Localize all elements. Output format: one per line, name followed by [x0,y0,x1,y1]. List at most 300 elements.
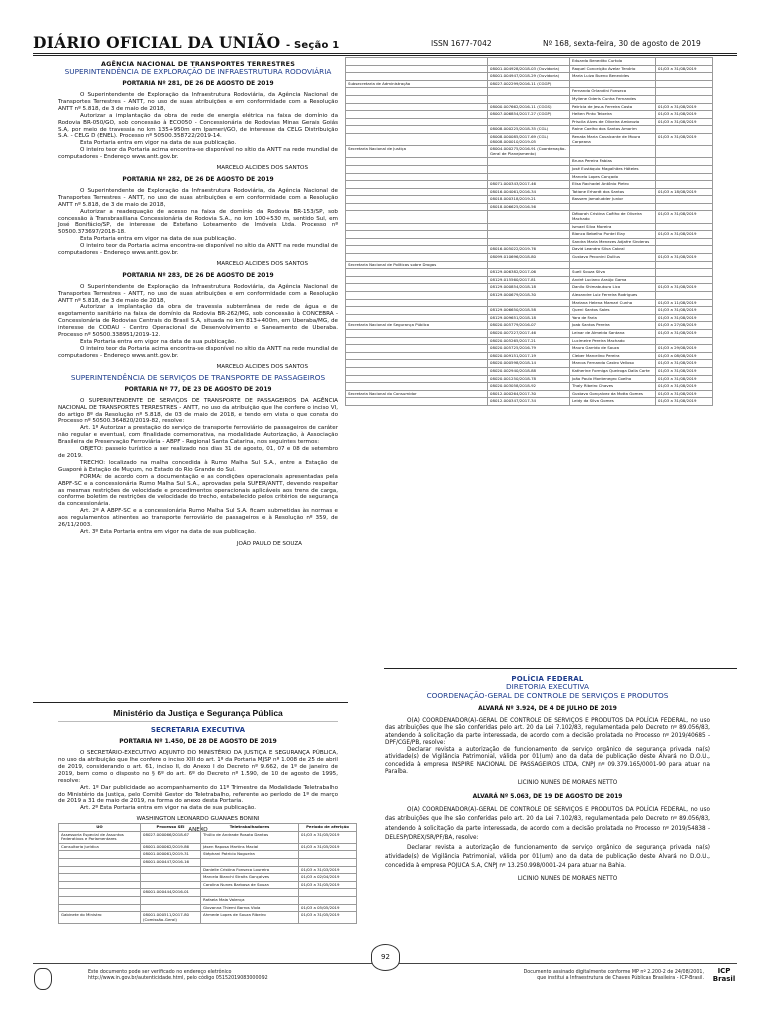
annex-process-cell [141,881,201,889]
unit-cell [346,352,488,360]
unit-cell: Secretaria Nacional de Segurança Pública [346,322,488,330]
table-row [346,314,713,322]
period-cell: 01/03 a 31/08/2019 [656,118,713,126]
worker-cell: Maura Garrido de Souza [570,345,656,353]
unit-cell [346,329,488,337]
unit-cell [346,246,488,254]
unit-cell [346,95,488,103]
process-cell: 08099.010696/2018-80 [488,254,570,262]
table-row [346,390,713,398]
period-cell [656,261,713,269]
period-cell [656,95,713,103]
period-cell [656,158,713,166]
process-cell [488,223,570,231]
table-row [346,196,713,204]
portaria-signature: MARCELO ALCIDES DOS SANTOS [216,260,308,267]
worker-cell: Sandra Maria Menezes Adjafre Sinderas [570,238,656,246]
annex-process-cell [141,896,201,904]
annex-row [59,881,357,889]
annex-period-cell [299,896,357,904]
process-cell: 08020.000598/2018-14 [488,360,570,368]
unit-cell: Secretaria Nacional de Políticas sobre Drogas [346,261,488,269]
annex-process-cell: 08001.000511/2017-80 (Comissão-Geral) [141,912,201,924]
period-cell: 01/03 a 31/08/2019 [656,360,713,368]
worker-cell: Joab Santos Pereira [570,322,656,330]
process-cell: 08020.007227/2017-46 [488,329,570,337]
footer-left-line2: http://www.in.gov.br/autenticidade.html, pelo código 05152019083000092 [88,976,268,981]
annex-header-workers: Teletrabalhadores [201,824,299,832]
table-row [346,158,713,166]
annex-header-process: Processo SEI [141,824,201,832]
unit-cell [346,383,488,391]
period-cell: 01/03 a 31/08/2019 [656,254,713,262]
right-section-rule [384,668,737,669]
annex-period-cell: 01/03 a 31/05/2019 [299,912,357,924]
icp-brasil-logo-icon [712,967,736,991]
annex-row [59,843,357,851]
unit-cell [346,254,488,262]
process-cell [488,238,570,246]
process-cell [488,231,570,239]
passengers-portaria-title: PORTARIA Nº 77, DE 23 DE AGOSTO DE 2019 [124,386,272,393]
period-cell [656,203,713,211]
annex-worker-cell: Carolina Nunes Barbosa de Souza [201,881,299,889]
unit-cell [346,126,488,134]
antt-agency: AGÊNCIA NACIONAL DE TRANSPORTES TERRESTRES [100,60,296,68]
period-cell [656,173,713,181]
unit-cell [346,269,488,277]
period-cell [656,292,713,300]
footer-verification [88,970,268,982]
process-cell: 08001.004928/2018-03 (Ouvidoria) [488,65,570,73]
journal-title [33,33,339,52]
page-number: 92 [371,944,400,971]
worker-cell: Alexandre Luiz Ferreira Rodrigues [570,292,656,300]
antt-superintendence: SUPERINTENDÊNCIA DE EXPLORAÇÃO DE INFRAESTRUTURA RODOVIÁRIA [64,66,332,76]
annex-row [59,904,357,912]
table-row [346,352,713,360]
process-cell: 08012.000264/2017-30 [488,390,570,398]
period-cell [656,73,713,81]
annex-period-cell: 01/03 a 31/05/2019 [299,831,357,843]
table-row [346,146,713,158]
process-cell: 08129.000854/2018-18 [488,284,570,292]
table-row [346,173,713,181]
pf-block [385,676,710,883]
annex-unit-cell [59,904,141,912]
alvara-paragraph: O(A) COORDENADOR(A)-GERAL DE CONTROLE DE SERVIÇOS E PRODUTOS DA POLÍCIA FEDERAL, no uso das atribuições que lhe são conferidas pelo art. 20 da Lei 7.102/83, regulamentada pelo Decreto nº 89.056/83, atendendo à solicitação da parte interessada, de acordo com a decisão prolatada no Processo nº 2019/54838 - DELESP/DREX/SR/PF/BA, resolve: [385,806,710,842]
annex-process-cell: 08001.000444/2016-01 [141,889,201,897]
process-cell: 08020.002940/2018-88 [488,367,570,375]
worker-cell: Tatiane Erhardt dos Santos [570,188,656,196]
period-cell: 01/03 a 31/08/2019 [656,231,713,239]
right-table-container [345,57,712,406]
worker-cell: Marcelo Lopes Conçado [570,173,656,181]
unit-cell [346,223,488,231]
process-cell: 08018.000318/2019-21 [488,196,570,204]
annex-worker-cell: Ahmede Lopes de Souza Ribeiro [201,912,299,924]
pf-agency: POLÍCIA FEDERAL [511,675,584,683]
process-cell: 08007.006854/2017-27 (CGGP) [488,111,570,119]
annex-process-cell: 08027.000066/2018-67 [141,831,201,843]
period-cell [656,223,713,231]
annex-header-uo: UO [59,824,141,832]
annex-process-cell [141,904,201,912]
annex-unit-cell [59,851,141,859]
annex-unit-cell [59,881,141,889]
process-cell [488,88,570,96]
process-cell: 08016.004061/2016-34 [488,188,570,196]
worker-cell: Bassem Jamaludder Junior [570,196,656,204]
mjsp-paragraph: Art. 1º Dar publicidade ao acompanhamento do 11º Trimestre da Modalidade Teletrabalho do Ministério da Justiça, pelo Comitê Gestor do Teletrabalho, referente ao período de 1º de março de 2019 a 31 de maio de 2019, na forma do anexo desta Portaria. [58,784,338,805]
mjsp-block [58,708,338,834]
passengers-paragraph: Art. 1º Autorizar a prestação do serviço de transporte ferroviário de passageiros de caráter não regular e eventual, com finalidade comemorativa, na modalidade Autorização, à Associação Brasileira de Preservação Ferroviária - ABPF - Regional Santa Catarina, nos seguintes termos: [58,425,338,446]
unit-cell [346,314,488,322]
table-row [346,188,713,196]
unit-cell [346,307,488,315]
footer-right-line1: Documento assinado digitalmente conforme MP nº 2.200-2 de 24/08/2001, [523,970,704,975]
teletrabalho-table-top [345,57,713,406]
worker-cell: Helten Pinto Teixeira [570,111,656,119]
annex-unit-cell [59,896,141,904]
period-cell: 01/03 a 31/08/2019 [656,367,713,375]
annex-row [59,896,357,904]
unit-cell [346,118,488,126]
process-cell: 08071.000343/2017-46 [488,181,570,189]
pf-coordination: COORDENAÇÃO-GERAL DE CONTROLE DE SERVIÇOS E PRODUTOS [426,690,669,700]
table-row [346,65,713,73]
table-row [346,231,713,239]
process-cell: 08020.005265/2017-21 [488,337,570,345]
antt-block [58,61,338,548]
antt-portarias [58,81,338,371]
process-cell [488,95,570,103]
portaria-paragraph: Esta Portaria entra em vigor na data de sua publicação. [80,236,237,243]
unit-cell [346,367,488,375]
annex-row [59,851,357,859]
table-row [346,276,713,284]
annex-period-cell: 01/03 a 02/04/2019 [299,874,357,882]
unit-cell [346,398,488,406]
annex-unit-cell [59,889,141,897]
period-cell: 01/03 a 31/08/2019 [656,284,713,292]
worker-cell: Bruna Pereira Fabias [570,158,656,166]
worker-cell: Elisa Rachadel Antônio Pietro [570,181,656,189]
mjsp-signature: WASHINGTON LEONARDO GUANAES BONINI [136,816,260,823]
worker-cell: Raquel Conceição Avelar Tenório [570,65,656,73]
table-row [346,133,713,145]
journal-title-text: DIÁRIO OFICIAL DA UNIÃO [33,33,281,52]
footer-left-line1: Este documento pode ser verificado no endereço eletrônico [88,970,232,975]
table-row [346,284,713,292]
unit-cell [346,73,488,81]
worker-cell: João Paulo Montenegro Coelho [570,375,656,383]
table-row [346,73,713,81]
period-cell: 01/03 a 31/08/2019 [656,307,713,315]
mjsp-paragraph: Art. 2º Esta Portaria entra em vigor na data de sua publicação. [80,805,256,812]
annex-worker-cell: Rafaela Maia Valença [201,896,299,904]
coat-of-arms-icon [34,968,52,990]
annex-header-row [59,824,357,832]
unit-cell [346,103,488,111]
period-cell: 01/03 a 31/08/2019 [656,211,713,223]
unit-cell: Subsecretaria de Administração [346,80,488,88]
passengers-paragraph: Art. 3º Esta Portaria entra em vigor na data de sua publicação. [80,528,256,535]
period-cell [656,269,713,277]
footer-right-line2: que institui a Infraestrutura de Chaves Públicas Brasileira - ICP-Brasil. [537,976,704,981]
annex-period-cell [299,851,357,859]
period-cell: 01/03 a 31/08/2019 [656,329,713,337]
passengers-paragraph: OBJETO: passeio turístico a ser realizado nos dias 31 de agosto, 01, 07 e 08 de setembro de 2019. [58,446,338,459]
annex-row [59,866,357,874]
table-row [346,398,713,406]
period-cell: 01/03 a 11/08/2019 [656,299,713,307]
section-label: - Seção 1 [285,40,340,51]
passengers-superintendence: SUPERINTENDÊNCIA DE SERVIÇOS DE TRANSPORTE DE PASSAGEIROS [70,372,326,382]
worker-cell [570,146,656,158]
process-cell [488,158,570,166]
period-cell: 01/03 a 31/08/2019 [656,103,713,111]
alvara-signature: LICINIO NUNES DE MORAES NETTO [517,780,618,787]
process-cell: 08020.001250/2018-78 [488,375,570,383]
mjsp-portaria-title: PORTARIA Nº 1.450, DE 28 DE AGOSTO DE 2019 [119,739,277,746]
annex-worker-cell [201,889,299,897]
annex-period-cell: 01/03 a 31/03/2019 [299,866,357,874]
table-row [346,261,713,269]
table-row [346,203,713,211]
worker-cell [570,80,656,88]
annex-table-container [58,823,358,924]
unit-cell [346,211,488,223]
passengers-paragraph: O SUPERINTENDENTE DE SERVIÇOS DE TRANSPORTE DE PASSAGEIROS DA AGÊNCIA NACIONAL DE TRANSPORTES TERRESTRES - ANTT, no uso da atribuição que lhe confere o inciso VI, do artigo 8º da Resolução nº 5.818, de 03 de maio de 2018, e tendo em vista o que consta do Processo nº 50500.364820/2019-82, resolve: [58,397,338,425]
annex-process-cell: 08001.000061/2019-31 [141,851,201,859]
worker-cell: Sueli Souza Silva [570,269,656,277]
unit-cell [346,238,488,246]
table-row [346,88,713,96]
worker-cell: Cleber Marcelino Pereira [570,352,656,360]
passengers-signature: JOÃO PAULO DE SOUZA [236,540,302,547]
annex-label: ANEXO [188,827,208,834]
alvara-paragraph: Declarar revista a autorização de funcionamento de serviço orgânico de segurança privada na(s) atividade(s) de Vigilância Patrimonial, válida por 01(um) ano da data de publicação deste Alvará no D.O.U., concedida à empresa POJUCA S.A, CNPJ nº 13.250.998/0001-24 para atuar na Bahia. [385,844,710,870]
unit-cell [346,292,488,300]
table-row [346,80,713,88]
process-cell [488,299,570,307]
annex-header-period: Período de aferição [299,824,357,832]
table-row [346,307,713,315]
period-cell: 01/03 a 18/08/2019 [656,188,713,196]
annex-process-cell [141,866,201,874]
worker-cell: Leidy da Silva Gomes [570,398,656,406]
passengers-paragraph: FORMA: de acordo com a documentação e as condições operacionais apresentadas pela ABPF-SC e a concessionária Rumo Malha Sul S.A., aprovadas pela SUFER/ANTT, devendo respeitar as mesmas restrições de velocidade e procedimentos operacionais aplicáveis aos trens de carga, conforme boletim de restrições de velocidade do trecho, estabelecido pelos critérios de segurança da concessionária. [58,473,338,508]
edition-info: Nº 168, sexta-feira, 30 de agosto de 2019 [543,39,701,48]
period-cell: 01/03 a 31/08/2019 [656,398,713,406]
annex-period-cell: 01/03 a 05/05/2019 [299,904,357,912]
table-row [346,383,713,391]
process-cell: 08008.000225/2018-35 (CGL) [488,126,570,134]
worker-cell: Katherine Formiga Queiroga Dalla Corte [570,367,656,375]
process-cell [488,173,570,181]
process-cell [488,261,570,269]
process-cell: 08020.005725/2016-79 [488,345,570,353]
table-row [346,118,713,126]
unit-cell [346,203,488,211]
worker-cell: Danilo Shimabukuro Lico [570,284,656,292]
table-row [346,181,713,189]
portaria-paragraph: O inteiro teor da Portaria acima encontra-se disponível no sítio da ANTT na rede mundial de computadores - Endereço www.antt.gov.br. [58,243,338,257]
process-cell: 08020.003058/2018-92 [488,383,570,391]
process-cell: 08016.005022/2019-76 [488,246,570,254]
pf-alvaras [385,706,710,883]
unit-cell: Secretaria Nacional do Consumidor [346,390,488,398]
worker-cell: Bianca Bebelho Puntel Elay [570,231,656,239]
unit-cell [346,231,488,239]
process-cell: 08000.007662/2016-11 (CGGS) [488,103,570,111]
annex-period-cell [299,889,357,897]
period-cell [656,181,713,189]
worker-cell: Patrícia de Jesus Ferreira Costa [570,103,656,111]
period-cell: 01/03 a 31/08/2019 [656,65,713,73]
process-cell: 08129.006382/2017-06 [488,269,570,277]
unit-cell [346,375,488,383]
period-cell: 01/03 a 31/08/2019 [656,383,713,391]
worker-cell: Maria Luiza Bueno Benevides [570,73,656,81]
worker-cell: Lucimeire Pereira Machado [570,337,656,345]
period-cell [656,126,713,134]
annex-unit-cell: Consultoria Jurídica [59,843,141,851]
table-row [346,292,713,300]
annex-row [59,874,357,882]
table-row [346,126,713,134]
unit-cell [346,345,488,353]
unit-cell [346,299,488,307]
period-cell: 01/03 a 08/08/2019 [656,352,713,360]
unit-cell [346,158,488,166]
annex-row [59,858,357,866]
period-cell: 01/03 a 31/08/2019 [656,375,713,383]
worker-cell: Myliene Oderis Cunha Fernandes [570,95,656,103]
unit-cell [346,65,488,73]
annex-worker-cell: Danielle Cristina Fonseca Loureiro [201,866,299,874]
unit-cell [346,133,488,145]
left-section-rule [33,702,348,703]
unit-cell [346,173,488,181]
table-row [346,254,713,262]
issn: ISSN 1677-7042 [431,39,492,48]
worker-cell: Mariana Helena Mamari Cunha [570,299,656,307]
unit-cell [346,165,488,173]
worker-cell: Gustavo Peconini Dullius [570,254,656,262]
worker-cell: Raine Coelho dos Santos Amorim [570,126,656,134]
worker-cell: Déborah Cristina Coêlho de Oliveira Machado [570,211,656,223]
table-row [346,95,713,103]
process-cell: 08018.006625/2016-56 [488,203,570,211]
unit-cell [346,196,488,204]
process-cell: 08129.000679/2018-30 [488,292,570,300]
portaria-paragraph: O Superintendente de Exploração da Infraestrutura Rodoviária, da Agência Nacional de Transportes Terrestres - ANTT, no uso de suas atribuições e em conformidade com a Resolução ANTT nº 5.818, de 3 de maio de 2018, [58,187,338,208]
process-cell [488,211,570,223]
annex-unit-cell: Assessoria Especial de Assuntos Federativos e Parlamentares [59,831,141,843]
annex-worker-cell: Marcela Bianchi Straits Gonçalves [201,874,299,882]
process-cell: 08027.002299/2016-11 (CGGP) [488,80,570,88]
passengers-paragraph: TRECHO: localizado na malha concedida à Rumo Malha Sul S.A., entre a Estação de Guaporé à Estação de Muçum, no Estado do Rio Grande do Sul. [58,459,338,473]
table-row [346,223,713,231]
worker-cell: André Luciano Araújo Gama [570,276,656,284]
unit-cell [346,88,488,96]
period-cell [656,80,713,88]
annex-worker-cell: Thúlio de Andrade Rosato Dantas [201,831,299,843]
period-cell [656,146,713,158]
annex-table [58,823,357,924]
process-cell [488,118,570,126]
period-cell: 01/03 a 31/08/2019 [656,111,713,119]
period-cell: 01/03 a 27/08/2019 [656,322,713,330]
annex-period-cell [299,858,357,866]
table-row [346,367,713,375]
process-cell: 08008.000085/2017-69 (CGL) 08008.000010/2019-05 [488,133,570,145]
period-cell [656,246,713,254]
worker-cell: Renata Maria Cavalcante de Moura Carpeana [570,133,656,145]
portaria-title: PORTARIA Nº 282, DE 26 DE AGOSTO DE 2019 [122,176,274,183]
worker-cell: José Eustáquio Magalhães Hóteles [570,165,656,173]
table-row [346,345,713,353]
portaria-paragraph: O inteiro teor da Portaria acima encontra-se disponível no sítio da ANTT na rede mundial de computadores - Endereço www.antt.gov.br. [58,345,338,359]
portaria-paragraph: O Superintendente de Exploração da Infraestrutura Rodoviária, da Agência Nacional de Transportes Terrestres - ANTT, no uso de suas atribuições e em conformidade com a Resolução ANTT nº 5.818, de 3 de maio de 2018, [58,283,338,304]
process-cell: 08004.000275/2016-91 (Coordenação-Geral de Planejamento) [488,146,570,158]
table-row [346,322,713,330]
unit-cell [346,58,488,66]
process-cell [488,58,570,66]
table-row [346,111,713,119]
secretariat: SECRETARIA EXECUTIVA [150,726,246,734]
table-row [346,360,713,368]
table-row [346,211,713,223]
alvara-signature: LICINIO NUNES DE MORAES NETTO [517,875,618,882]
process-cell [488,165,570,173]
period-cell: 01/03 a 31/08/2019 [656,390,713,398]
header-rule [33,53,737,54]
portaria-paragraph: Esta Portaria entra em vigor na data de sua publicação. [80,339,237,346]
annex-period-cell: 01/03 a 31/05/2019 [299,843,357,851]
alvara-paragraph: O(A) COORDENADOR(A)-GERAL DE CONTROLE DE SERVIÇOS E PRODUTOS DA POLÍCIA FEDERAL, no uso das atribuições que lhe são conferidas pelo art. 20 da Lei 7.102/83, regulamentada pelo Decreto nº 89.056/83, atendendo à solicitação da parte interessada, de acordo com a decisão prolatada no Processo nº 2019/40685 - DPF/CGE/PB, resolve: [385,718,710,746]
period-cell [656,276,713,284]
annex-worker-cell: Jásen Raposa Martins Macial [201,843,299,851]
worker-cell [570,261,656,269]
period-cell: 01/03 a 31/08/2019 [656,314,713,322]
unit-cell [346,360,488,368]
alvara-title: ALVARÁ Nº 3.924, DE 4 DE JULHO DE 2019 [478,705,617,712]
worker-cell: Thaly Ribeiro Chaves [570,383,656,391]
worker-cell: Leinar de Almeida Santana [570,329,656,337]
portaria-paragraph: Autorizar a implantação da obra de travessia subterrânea de rede de água e de esgotamento sanitário na faixa de domínio da Rodovia BR-262/MG, sob concessão à CONCEBRA - Concessionária de Rodovias Centrais do Brasil S.A, situada no km 813+400m, em Uberaba/MG, de interesse de CODAU - Centro Operacional de Desenvolvimento e Saneamento de Uberaba. Processo nº 50500.338951/2019-12. [58,304,338,339]
icp-text: ICP Brasil [712,967,736,983]
table-row [346,329,713,337]
passengers-paragraphs [58,398,338,536]
portaria-paragraph: Autorizar a readequação de acesso na faixa de domínio da Rodovia BR-153/SP, sob concessão à Transbrasiliana Concessionária de Rodovia S.A., no km 100+530 m, sentido Sul, em José Bonifácio/SP, de interesse de Estefano Loteamento de Imóveis Ltda. Processo nº 50500.373697/2018-18. [58,208,338,236]
process-cell: 08012.000347/2017-34 [488,398,570,406]
annex-unit-cell [59,866,141,874]
annex-process-cell [141,874,201,882]
annex-unit-cell [59,858,141,866]
passengers-paragraph: Art. 2º A ABPF-SC e a concessionária Rumo Malha Sul S.A. ficam submetidas às normas e aos regulamentos atinentes ao transporte ferroviário de passageiros e à Resolução nº 359, de 26/11/2003. [58,508,338,529]
process-cell: 08129.015560/2017-81 [488,276,570,284]
worker-cell: Fernando Orlandini Fonseca [570,88,656,96]
annex-row [59,831,357,843]
unit-cell [346,188,488,196]
annex-row [59,889,357,897]
worker-cell [570,203,656,211]
period-cell: 01/03 a 29/08/2019 [656,345,713,353]
unit-cell [346,181,488,189]
